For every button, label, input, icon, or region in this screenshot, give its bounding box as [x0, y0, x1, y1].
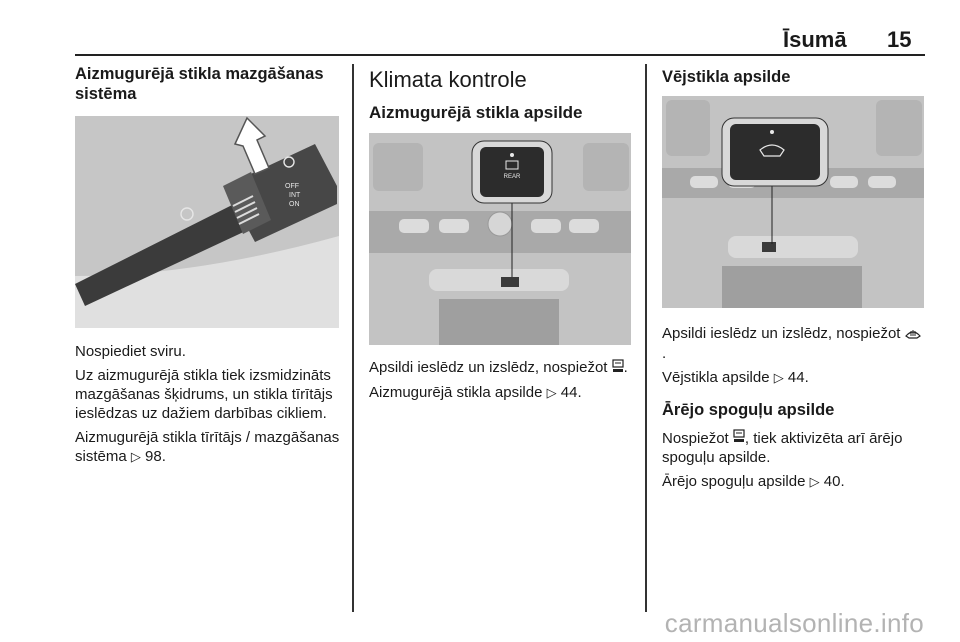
page-ref-44: 44.	[787, 368, 809, 386]
column-windscreen-heating	[662, 64, 924, 491]
climate-control-heading: Klimata kontrole	[369, 67, 527, 92]
header-rule	[75, 54, 925, 56]
rear-washer-heading: Aizmugurējā stikla mazgāšanas sistēma	[75, 65, 324, 103]
console-drawing	[369, 133, 631, 345]
lever-label-on: ON	[289, 201, 300, 208]
windscreen-heating-p2: Vējstikla apsilde ▷ 44.	[662, 368, 809, 386]
page-ref-icon: ▷	[773, 369, 784, 385]
washer-symbol-icon	[181, 208, 193, 220]
rear-heating-p2: Aizmugurējā stikla apsilde ▷ 44.	[369, 383, 582, 401]
lever-label-off: OFF	[285, 183, 299, 190]
column-rear-washer	[75, 64, 341, 466]
mirror-heating-p2: Ārējo spoguļu apsilde ▷ 40.	[662, 473, 845, 491]
windscreen-heating-p1: Apsildi ieslēdz un izslēdz, nospiežot .	[662, 324, 924, 363]
page-ref-icon: ▷	[809, 474, 820, 490]
page-ref-icon: ▷	[546, 384, 557, 400]
column-divider-2	[645, 64, 647, 612]
wiper-lever-drawing	[75, 116, 339, 328]
windscreen-heating-heading: Vējstikla apsilde	[662, 68, 791, 86]
rear-heating-p1: Apsildi ieslēdz un izslēdz, nospiežot .	[369, 359, 628, 376]
column-climate-control	[369, 64, 631, 402]
mirror-heating-heading: Ārējo spoguļu apsilde	[662, 400, 835, 419]
windscreen-heating-icon	[905, 325, 921, 344]
rear-heating-console-illustration	[369, 133, 631, 345]
watermark: carmanualsonline.info	[664, 608, 924, 638]
rear-window-heating-heading: Aizmugurējā stikla apsilde	[369, 103, 583, 122]
wiper-lever-illustration	[75, 116, 339, 328]
page-ref-44: 44.	[560, 383, 582, 401]
windscreen-console-illustration	[662, 96, 924, 308]
page-number: 15	[887, 27, 912, 52]
rear-washer-p1: Nospiediet sviru.	[75, 343, 186, 360]
page-ref-40: 40.	[823, 473, 845, 491]
column-divider-1	[352, 64, 354, 612]
rear-button-highlight	[501, 277, 519, 287]
section-title: Īsumā	[783, 27, 847, 52]
page-ref-98: 98.	[145, 448, 166, 465]
rear-washer-p2: Uz aizmugurējā stikla tiek izsmidzināts mazgāšanas šķidrums, un stikla tīrītājs ieslēdzas uz dažiem darbības cikliem.	[75, 367, 333, 422]
page-ref-icon: ▷	[130, 449, 141, 464]
windscreen-button-highlight	[762, 242, 776, 252]
rear-window-heating-icon	[612, 359, 624, 378]
rear-washer-p3: Aizmugurējā stikla tīrītājs / mazgāšanas sistēma ▷ 98.	[75, 429, 340, 465]
rear-window-heating-icon	[733, 429, 745, 448]
rear-button-label: REAR	[503, 174, 521, 180]
lever-label-int: INT	[289, 192, 301, 199]
windscreen-console-drawing	[662, 96, 924, 308]
mirror-heating-p1: Nospiežot , tiek aktivizēta arī ārējo spoguļu apsilde.	[662, 429, 903, 467]
